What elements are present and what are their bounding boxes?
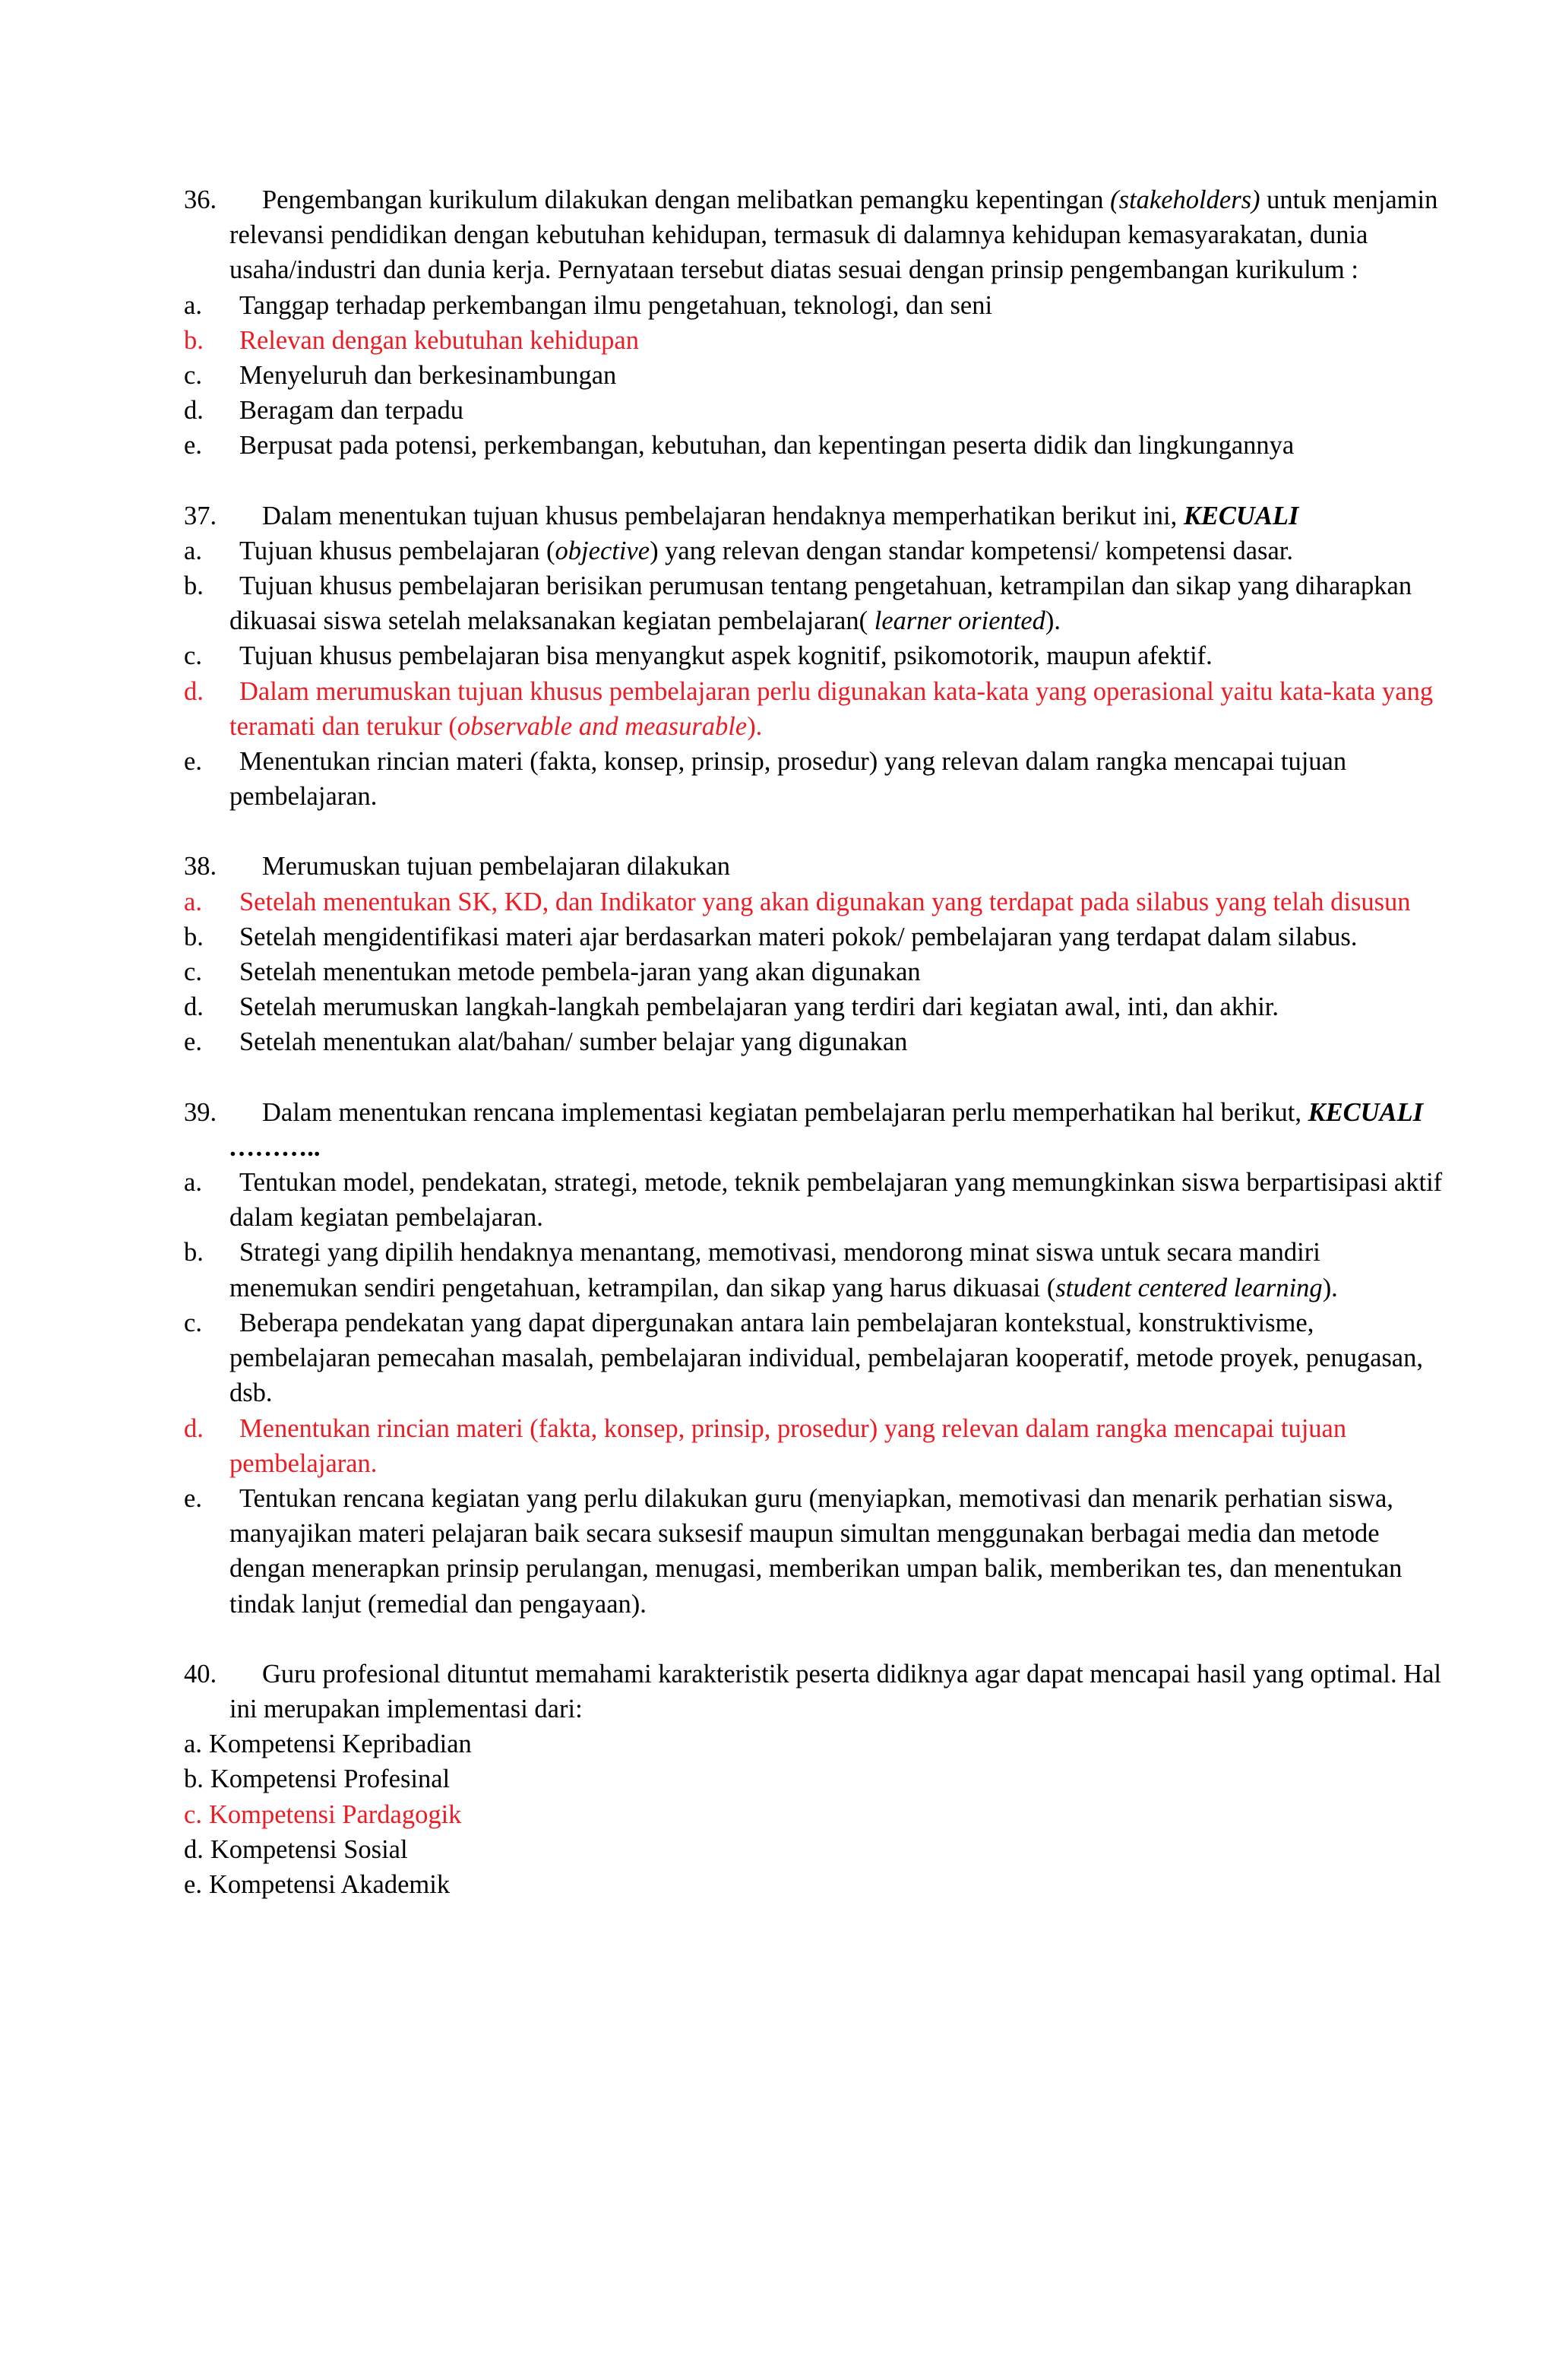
text-segment: Kompetensi Pardagogik [208,1799,462,1829]
option-letter: c. [184,957,202,987]
option-letter: c. [184,361,202,391]
text-segment: Dalam menentukan tujuan khusus pembelajaran hendaknya memperhatikan berikut ini, [262,501,1184,530]
question-40 [184,1657,1445,1902]
question-number: 40. [184,1659,217,1688]
answer-option [184,428,1445,463]
answer-option [184,638,1445,673]
answer-option [184,393,1445,428]
option-letter: e. [184,431,202,460]
question-number: 39. [184,1097,217,1127]
text-segment: Dalam menentukan rencana implementasi kegiatan pembelajaran perlu memperhatikan hal berikut, [262,1097,1308,1127]
answer-option [184,1761,1445,1796]
text-segment: Setelah menentukan SK, KD, dan Indikator yang akan digunakan yang terdapat pada silabus yang telah disusun [239,887,1411,916]
answer-option-correct [184,674,1445,744]
option-letter: d. [184,1413,204,1443]
text-segment: Setelah mengidentifikasi materi ajar berdasarkan materi pokok/ pembelajaran yang terdapat dalam silabus. [239,922,1358,951]
text-segment: Tujuan khusus pembelajaran berisikan perumusan tentang pengetahuan, ketrampilan dan sikap yang diharapkan dikuasai siswa setelah melaksanakan kegiatan pembelajaran( [229,571,1412,636]
question-stem [184,849,1445,884]
answer-option [184,1024,1445,1059]
text-segment: Tentukan rencana kegiatan yang perlu dilakukan guru (menyiapkan, memotivasi dan menarik perhatian siswa, manyajikan materi pelajaran baik secara suksesif maupun simultan menggunakan berbagai media dan metode dengan menerapkan prinsip perulangan, menugasi, memberikan umpan balik, memberikan tes, dan menentukan tindak lanjut (remedial dan pengayaan). [229,1483,1403,1619]
text-segment: Kompetensi Kepribadian [208,1730,472,1759]
question-39 [184,1095,1445,1622]
text-segment: Guru profesional dituntut memahami karakteristik peserta didiknya agar dapat mencapai hasil yang optimal. Hal ini merupakan implementasi dari: [229,1659,1442,1723]
question-number: 37. [184,501,217,530]
answer-option-correct [184,885,1445,919]
question-number: 36. [184,185,217,214]
option-letter: e. [184,1483,202,1513]
text-segment: Kompetensi Akademik [208,1869,451,1899]
answer-option-correct [184,1411,1445,1481]
text-segment: Setelah merumuskan langkah-langkah pembelajaran yang terdiri dari kegiatan awal, inti, dan akhir. [239,992,1279,1022]
keyword-emphasis: KECUALI [1183,501,1299,530]
text-segment: Dalam merumuskan tujuan khusus pembelajaran perlu digunakan kata-kata yang operasional yaitu kata-kata yang teramati dan terukur ( [229,676,1434,741]
question-36 [184,182,1445,464]
text-segment: Strategi yang dipilih hendaknya menantang, memotivasi, mendorong minat siswa untuk secara mandiri menemukan sendiri pengetahuan, ketrampilan, dan sikap yang harus dikuasai ( [229,1238,1320,1302]
option-letter: e. [184,1027,202,1057]
answer-option [184,1867,1445,1902]
text-segment: Beragam dan terpadu [239,396,464,426]
option-letter: c. [184,641,202,671]
italic-term: learner oriented [874,606,1045,636]
answer-option [184,989,1445,1024]
text-segment: Tujuan khusus pembelajaran ( [239,536,555,565]
option-letter: b. [184,922,204,951]
option-letter: d. [184,992,204,1022]
question-stem [184,1095,1445,1165]
italic-term: (stakeholders) [1110,185,1260,214]
question-list [184,182,1445,1937]
answer-option-correct [184,323,1445,358]
option-letter: c. [184,1799,202,1829]
text-segment: Pengembangan kurikulum dilakukan dengan melibatkan pemangku kepentingan [262,185,1111,214]
answer-option [184,568,1445,638]
answer-option [184,1165,1445,1235]
option-letter: e. [184,747,202,777]
option-letter: e. [184,1869,202,1899]
answer-option [184,288,1445,323]
option-letter: c. [184,1308,202,1337]
text-segment: Berpusat pada potensi, perkembangan, kebutuhan, dan kepentingan peserta didik dan lingkungannya [239,431,1295,460]
option-letter: d. [184,1834,204,1864]
text-segment: ). [747,711,763,741]
question-stem [184,182,1445,288]
option-letter: a. [184,1730,202,1759]
text-segment: Relevan dengan kebutuhan kehidupan [239,325,639,355]
text-segment: Kompetensi Profesinal [210,1764,451,1794]
answer-option [184,1726,1445,1761]
option-letter: b. [184,571,204,601]
answer-option [184,1235,1445,1305]
text-segment: untuk menjamin relevansi pendidikan dengan kebutuhan kehidupan, termasuk di dalamnya kehidupan kemasyarakatan, dunia usaha/industri dan dunia kerja. Pernyataan tersebut diatas sesuai dengan prinsip pengembangan kurikulum : [229,185,1438,285]
option-letter: a. [184,290,202,320]
italic-term: student centered learning [1055,1273,1323,1302]
text-segment: Tanggap terhadap perkembangan ilmu pengetahuan, teknologi, dan seni [239,290,993,320]
answer-option-correct [184,1797,1445,1832]
text-segment: Tujuan khusus pembelajaran bisa menyangkut aspek kognitif, psikomotorik, maupun afektif. [239,641,1213,671]
text-segment: Setelah menentukan metode pembela-jaran yang akan digunakan [239,957,921,987]
text-segment: ). [1045,606,1061,636]
text-segment: Kompetensi Sosial [210,1834,408,1864]
option-letter: b. [184,1764,204,1794]
option-letter: a. [184,536,202,565]
answer-option [184,744,1445,814]
option-letter: d. [184,396,204,426]
option-letter: b. [184,1238,204,1268]
italic-term: objective [555,536,650,565]
text-segment: Beberapa pendekatan yang dapat dipergunakan antara lain pembelajaran kontekstual, konstruktivisme, pembelajaran pemecahan masalah, pembelajaran individual, pembelajaran kooperatif, metode proyek, penugasan, dsb. [229,1308,1423,1408]
text-segment: ). [1322,1273,1338,1302]
answer-option [184,1832,1445,1867]
question-number: 38. [184,852,217,881]
text-segment: Menyeluruh dan berkesinambungan [239,361,617,391]
text-segment: Menentukan rincian materi (fakta, konsep, prinsip, prosedur) yang relevan dalam rangka mencapai tujuan pembelajaran. [229,747,1347,812]
text-segment: Merumuskan tujuan pembelajaran dilakukan [262,852,731,881]
question-37 [184,498,1445,815]
answer-option [184,954,1445,989]
question-stem [184,1657,1445,1726]
option-letter: d. [184,676,204,706]
answer-option [184,1306,1445,1411]
text-segment: Tentukan model, pendekatan, strategi, metode, teknik pembelajaran yang memungkinkan siswa berpartisipasi aktif dalam kegiatan pembelajaran. [229,1168,1443,1233]
answer-option [184,919,1445,954]
text-segment: Menentukan rincian materi (fakta, konsep, prinsip, prosedur) yang relevan dalam rangka mencapai tujuan pembelajaran. [229,1413,1347,1478]
text-segment: ) yang relevan dengan standar kompetensi/ kompetensi dasar. [650,536,1293,565]
option-letter: a. [184,1168,202,1198]
question-38 [184,849,1445,1059]
keyword-emphasis: KECUALI ……….. [229,1097,1424,1162]
answer-option [184,358,1445,393]
option-letter: a. [184,887,202,916]
question-stem [184,498,1445,533]
text-segment: Setelah menentukan alat/bahan/ sumber belajar yang digunakan [239,1027,908,1057]
answer-option [184,1481,1445,1622]
italic-term: observable and measurable [457,711,748,741]
answer-option [184,533,1445,568]
option-letter: b. [184,325,204,355]
